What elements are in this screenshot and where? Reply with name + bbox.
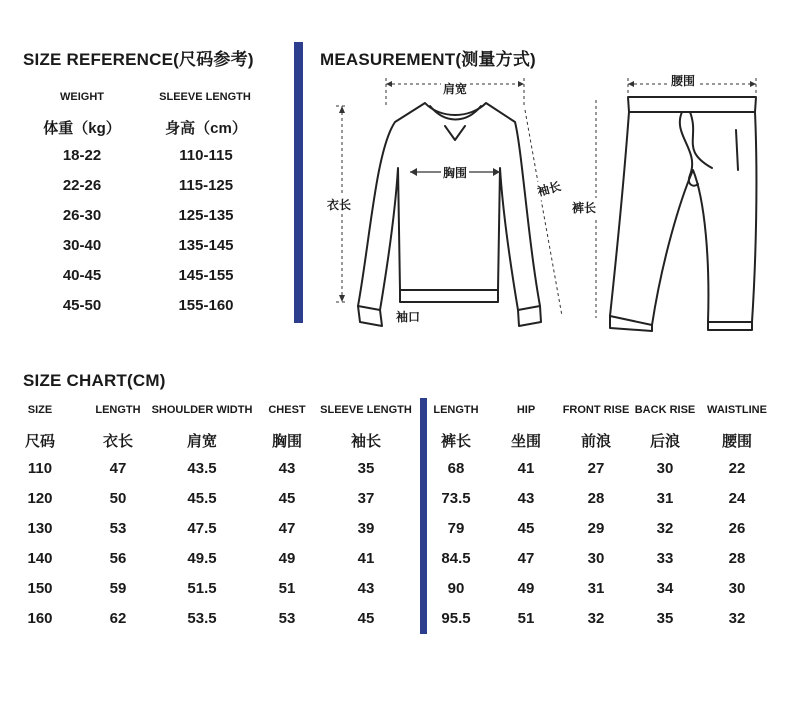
ref-height-cell: 125-135 xyxy=(178,207,234,224)
chart-cell: 53 xyxy=(109,520,127,537)
size-reference-title: SIZE REFERENCE(尺码参考) xyxy=(23,50,254,69)
ref-weight-cell: 22-26 xyxy=(62,177,102,194)
chart-cell: 59 xyxy=(109,580,127,597)
ref-col-weight-zh: 体重（kg） xyxy=(43,120,121,137)
garment-diagram xyxy=(0,0,790,340)
chart-cell: 31 xyxy=(656,490,674,507)
chart-cell: 45 xyxy=(357,610,375,627)
chart-cell: 47 xyxy=(517,550,535,567)
measurement-title: MEASUREMENT(测量方式) xyxy=(320,50,536,69)
chart-cell: 95.5 xyxy=(441,610,471,627)
ref-weight-cell: 40-45 xyxy=(62,267,102,284)
label-cuff: 袖口 xyxy=(396,310,421,324)
chart-col-header-en: HIP xyxy=(516,404,536,416)
chart-cell: 43 xyxy=(278,460,296,477)
ref-col-weight-en: WEIGHT xyxy=(60,91,104,103)
ref-height-cell: 110-115 xyxy=(179,147,233,164)
ref-weight-cell: 45-50 xyxy=(62,297,102,314)
chart-cell: 49 xyxy=(278,550,296,567)
chart-cell: 68 xyxy=(447,460,465,477)
chart-cell: 41 xyxy=(517,460,535,477)
chart-cell: 34 xyxy=(656,580,674,597)
chart-cell: 47 xyxy=(278,520,296,537)
chart-cell: 51 xyxy=(517,610,535,627)
chart-cell: 28 xyxy=(587,490,605,507)
chart-cell: 51.5 xyxy=(187,580,217,597)
chart-cell: 45 xyxy=(517,520,535,537)
chart-cell: 29 xyxy=(587,520,605,537)
chart-col-header-en: CHEST xyxy=(268,404,306,416)
chart-cell: 49 xyxy=(517,580,535,597)
chart-cell: 120 xyxy=(27,490,53,507)
chart-cell: 140 xyxy=(27,550,53,567)
pants-drawing xyxy=(610,97,756,331)
chart-col-header-en: WAISTLINE xyxy=(707,404,767,416)
chart-cell: 49.5 xyxy=(187,550,217,567)
chart-cell: 53.5 xyxy=(187,610,217,627)
label-sleeve: 袖长 xyxy=(534,176,564,201)
label-pants-length: 裤长 xyxy=(571,198,597,217)
chart-col-header-zh: 前浪 xyxy=(580,433,611,450)
chart-cell: 45 xyxy=(278,490,296,507)
ref-weight-cell: 26-30 xyxy=(62,207,102,224)
size-chart-title: SIZE CHART(CM) xyxy=(23,371,166,390)
chart-cell: 32 xyxy=(656,520,674,537)
chart-cell: 22 xyxy=(728,460,746,477)
chart-cell: 24 xyxy=(728,490,746,507)
chart-cell: 47.5 xyxy=(187,520,217,537)
chart-cell: 26 xyxy=(728,520,746,537)
chart-cell: 30 xyxy=(587,550,605,567)
ref-height-cell: 135-145 xyxy=(178,237,234,254)
chart-cell: 90 xyxy=(447,580,465,597)
chart-col-header-en: FRONT RISE xyxy=(562,404,630,416)
chart-cell: 160 xyxy=(27,610,53,627)
chart-cell: 53 xyxy=(278,610,296,627)
chart-col-header-zh: 袖长 xyxy=(350,433,381,450)
chart-cell: 32 xyxy=(587,610,605,627)
chart-col-header-zh: 衣长 xyxy=(102,433,133,450)
chart-cell: 31 xyxy=(587,580,605,597)
chart-cell: 73.5 xyxy=(441,490,471,507)
ref-weight-cell: 18-22 xyxy=(62,147,102,164)
chart-cell: 43.5 xyxy=(187,460,217,477)
ref-height-cell: 145-155 xyxy=(178,267,234,284)
ref-col-height-zh: 身高（cm） xyxy=(165,120,247,137)
ref-height-cell: 155-160 xyxy=(178,297,234,314)
chart-col-header-zh: 坐围 xyxy=(510,433,541,450)
ref-col-height-en: SLEEVE LENGTH xyxy=(159,91,251,103)
chart-cell: 50 xyxy=(109,490,127,507)
chart-cell: 32 xyxy=(728,610,746,627)
chart-cell: 45.5 xyxy=(187,490,217,507)
label-waist: 腰围 xyxy=(671,74,696,88)
chart-cell: 130 xyxy=(27,520,53,537)
chart-cell: 37 xyxy=(357,490,375,507)
chart-cell: 51 xyxy=(278,580,296,597)
chart-cell: 35 xyxy=(656,610,674,627)
chart-cell: 43 xyxy=(357,580,375,597)
chart-col-header-zh: 后浪 xyxy=(649,433,680,450)
chart-cell: 41 xyxy=(357,550,375,567)
chart-col-header-en: SLEEVE LENGTH xyxy=(320,404,412,416)
chart-cell: 79 xyxy=(447,520,465,537)
chart-cell: 47 xyxy=(109,460,127,477)
chart-col-header-en: SIZE xyxy=(27,404,53,416)
chart-cell: 30 xyxy=(656,460,674,477)
chart-cell: 33 xyxy=(656,550,674,567)
label-length: 衣长 xyxy=(326,195,352,214)
chart-cell: 62 xyxy=(109,610,127,627)
chart-col-header-zh: 胸围 xyxy=(271,433,302,450)
chart-cell: 56 xyxy=(109,550,127,567)
ref-weight-cell: 30-40 xyxy=(62,237,102,254)
chart-cell: 35 xyxy=(357,460,375,477)
chart-cell: 84.5 xyxy=(441,550,471,567)
ref-height-cell: 115-125 xyxy=(178,177,234,194)
chart-cell: 110 xyxy=(27,460,53,477)
chart-cell: 150 xyxy=(27,580,53,597)
chart-col-header-en: SHOULDER WIDTH xyxy=(151,404,253,416)
chart-cell: 27 xyxy=(587,460,605,477)
chart-cell: 43 xyxy=(517,490,535,507)
chart-col-header-en: BACK RISE xyxy=(634,404,696,416)
chart-col-header-zh: 裤长 xyxy=(440,433,471,450)
sweatshirt-drawing xyxy=(358,103,541,326)
chart-col-header-zh: 尺码 xyxy=(24,433,55,450)
chart-cell: 28 xyxy=(728,550,746,567)
chart-cell: 30 xyxy=(728,580,746,597)
chart-col-header-en: LENGTH xyxy=(95,404,141,416)
chart-cell: 39 xyxy=(357,520,375,537)
chart-col-header-zh: 肩宽 xyxy=(186,433,217,450)
chart-col-header-en: LENGTH xyxy=(433,404,479,416)
chart-col-header-zh: 腰围 xyxy=(721,433,752,450)
label-chest: 胸围 xyxy=(443,166,468,180)
label-shoulder: 肩宽 xyxy=(443,82,468,96)
